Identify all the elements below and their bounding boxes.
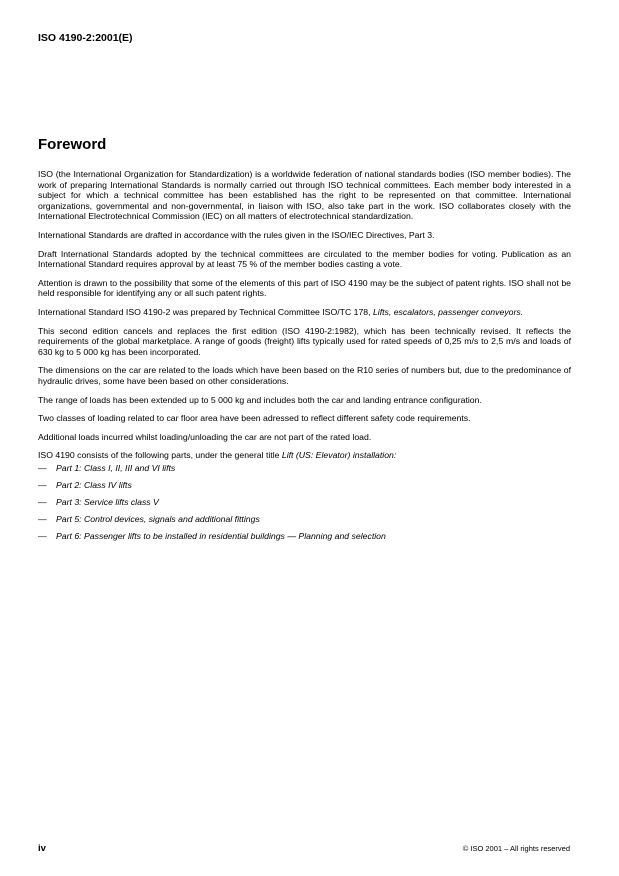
tc-prefix: International Standard ISO 4190-2 was prepared by Technical Committee ISO/TC 178, [38,306,373,317]
part-label: Part 5: Control devices, signals and additional fittings [56,514,260,525]
part-label: Part 6: Passenger lifts to be installed in residential buildings — Planning and selection [56,531,386,542]
list-dash: — [38,531,47,542]
paragraph-second-edition: This second edition cancels and replaces the first edition (ISO 4190-2:1982), which has been technically revised. It reflects the requirements of the global marketplace. A range of goods (freight) lifts typically used for rated speeds of 0,25 m/s to 2,5 m/s and loads of 630 kg to 5 000 kg has been incorporated. [38,325,571,357]
part-label: Part 3: Service lifts class V [56,497,159,508]
tc-title: Lifts, escalators, passenger conveyors. [372,306,524,317]
paragraph-drafting-rules: International Standards are drafted in accordance with the rules given in the ISO/IEC Directives, Part 3. [38,229,435,240]
paragraph-additional-loads: Additional loads incurred whilst loading/unloading the car are not part of the rated load. [38,431,372,442]
part-label: Part 1: Class I, II, III and VI lifts [56,462,176,473]
paragraph-technical-committee [38,307,571,318]
page-number: iv [38,843,46,854]
paragraph-loading-classes: Two classes of loading related to car floor area have been adressed to reflect different safety code requirements. [38,413,471,424]
foreword-body [38,169,571,548]
list-dash: — [38,479,47,490]
list-dash: — [38,462,47,473]
page-title: Foreword [38,136,107,153]
document-id: ISO 4190-2:2001(E) [38,32,133,44]
part-label: Part 2: Class IV lifts [56,479,132,490]
list-item [38,480,571,491]
list-dash: — [38,497,47,508]
parts-list [38,463,571,542]
list-item [38,531,571,542]
list-item [38,514,571,525]
paragraph-load-range: The range of loads has been extended up to 5 000 kg and includes both the car and landing entrance configuration. [38,394,482,405]
list-dash: — [38,514,47,525]
paragraph-patent-rights: Attention is drawn to the possibility that some of the elements of this part of ISO 4190 may be the subject of patent rights. ISO shall not be held responsible for identifying any or all such patent rights. [38,277,571,299]
parts-general-title: Lift (US: Elevator) installation: [281,450,397,461]
list-item [38,497,571,508]
paragraph-parts-intro [38,450,571,461]
paragraph-car-dimensions: The dimensions on the car are related to the loads which have been based on the R10 series of numbers but, due to the predominance of hydraulic drives, some have been based on other considerations. [38,365,571,386]
paragraph-iso-intro: ISO (the International Organization for Standardization) is a worldwide federation of national standards bodies (ISO member bodies). The work of preparing International Standards is normally carried out through ISO technical committees. Each member body interested in a subject for which a technical committee has been established has the right to be represented on that committee. International organizations, governmental and non-governmental, in liaison with ISO, also take part in the work. ISO collaborates closely with the International Electrotechnical Commission (IEC) on all matters of electrotechnical standardization. [38,169,571,222]
parts-intro-prefix: ISO 4190 consists of the following parts, under the general title [38,450,282,461]
list-item [38,463,571,474]
paragraph-voting: Draft International Standards adopted by the technical committees are circulated to the member bodies for voting. Publication as an International Standard requires approval by at least 75 % of the member bodies casting a vote. [38,248,571,270]
copyright-notice: © ISO 2001 – All rights reserved [462,844,570,853]
